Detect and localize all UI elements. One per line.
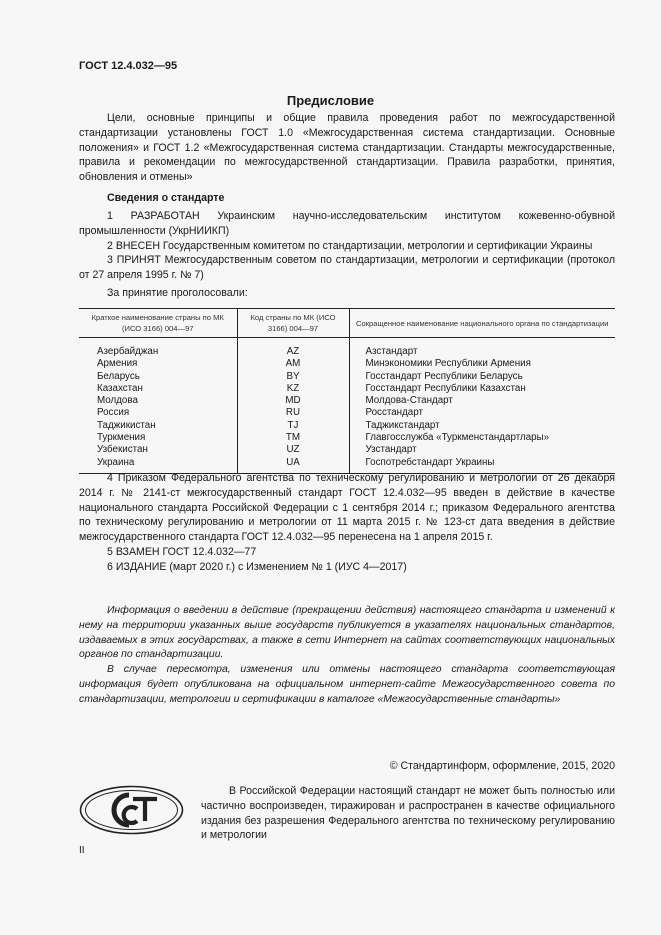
item-2: 2 ВНЕСЕН Государственным комитетом по стандартизации, метрологии и сертификации Украины bbox=[107, 239, 593, 252]
standard-info-heading: Сведения о стандарте bbox=[107, 192, 225, 204]
column-header-code: Код страны по МК (ИСО 3166) 004—97 bbox=[237, 309, 349, 338]
column-header-authority: Сокращенное наименование национального органа по стандартизации bbox=[349, 309, 615, 338]
publication-info-paragraph-2: В случае пересмотра, изменения или отмены настоящего стандарта соответствующая информация будет опубликована на официальном интернет-сайте Межгосударственного совета по стандартизации, метрологии и сертификации в каталоге «Межгосударственные стандарты» bbox=[79, 664, 615, 705]
code-cell: AZ bbox=[237, 338, 349, 359]
country-cell: Узбекистан bbox=[97, 444, 148, 456]
country-cell: Таджикистан bbox=[97, 419, 156, 431]
publication-info-paragraph-1: Информация о введении в действие (прекращении действия) настоящего стандарта и изменений к нему на территории указанных выше государств публикуется в указателях национальных стандартов, издаваемых в этих государствах, а также в сети Интернет на сайтах соответствующих национальных органов по стандартизации. bbox=[79, 605, 615, 661]
table-header-row bbox=[79, 309, 615, 338]
table-row bbox=[79, 432, 615, 444]
standard-info-items-continued bbox=[79, 471, 615, 575]
intro-paragraph bbox=[79, 111, 615, 185]
copyright-notice-text: В Российской Федерации настоящий стандарт не может быть полностью или частично воспроизведен, тиражирован и распространен в качестве официального издания без разрешения Федерального агентства по техническому регулированию и метрологии bbox=[201, 785, 615, 842]
authority-cell: Госстандарт Республики Казахстан bbox=[349, 383, 615, 395]
publication-info bbox=[79, 604, 615, 708]
copyright-notice bbox=[201, 784, 615, 843]
intro-text: Цели, основные принципы и общие правила проведения работ по межгосударственной стандартизации установлены ГОСТ 1.0 «Межгосударственная система стандартизации. Основные положения» и ГОСТ 1.2 «Межгосударственная система стандартизации. Стандарты межгосударственные, правила и рекомендации по межгосударственной стандартизации. Правила разработки, принятия, обновления и отмены» bbox=[79, 112, 615, 184]
country-cell: Украина bbox=[79, 457, 237, 474]
item-3: 3 ПРИНЯТ Межгосударственным советом по стандартизации, метрологии и сертификации (протокол от 27 апреля 1995 г. № 7) bbox=[79, 254, 615, 282]
code-cell: UA bbox=[237, 457, 349, 474]
code-cell: UZ bbox=[237, 444, 349, 456]
authority-cell: Таджикстандарт bbox=[349, 420, 615, 432]
country-cell: Россия bbox=[97, 407, 130, 419]
table-row bbox=[79, 395, 615, 407]
authority-cell: Минэкономики Республики Армения bbox=[349, 358, 615, 370]
country-cell: Туркмения bbox=[97, 432, 146, 444]
table-row bbox=[79, 371, 615, 383]
item-5: 5 ВЗАМЕН ГОСТ 12.4.032—77 bbox=[107, 545, 257, 558]
code-cell: KZ bbox=[237, 383, 349, 395]
member-states-table bbox=[79, 308, 615, 474]
code-cell: AM bbox=[237, 358, 349, 370]
page-title: Предисловие bbox=[286, 93, 375, 108]
code-cell: RU bbox=[237, 407, 349, 419]
item-6: 6 ИЗДАНИЕ (март 2020 г.) с Изменением № 1 (ИУС 4—2017) bbox=[107, 560, 407, 573]
code-cell: TJ bbox=[237, 420, 349, 432]
table-row bbox=[79, 420, 615, 432]
authority-cell: Росстандарт bbox=[349, 407, 615, 419]
gost-certification-logo bbox=[79, 785, 184, 835]
page-number: II bbox=[79, 845, 85, 856]
country-cell: Казахстан bbox=[97, 382, 143, 394]
authority-cell: Госпотребстандарт Украины bbox=[349, 457, 615, 474]
copyright-line: © Стандартинформ, оформление, 2015, 2020 bbox=[389, 760, 615, 772]
authority-cell: Молдова-Стандарт bbox=[349, 395, 615, 407]
code-cell: BY bbox=[237, 371, 349, 383]
table-row bbox=[79, 358, 615, 370]
column-header-country: Краткое наименование страны по МК (ИСО 3166) 004—97 bbox=[79, 309, 237, 338]
table-row bbox=[79, 407, 615, 419]
item-4: 4 Приказом Федерального агентства по техническому регулированию и метрологии от 26 декабря 2014 г. № 2141-ст межгосударственный стандарт ГОСТ 12.4.032—95 введен в действие в качестве национального стандарта Российской Федерации с 1 сентября 2014 г.; приказом Федерального агентства по техническому регулированию и метрологии от 11 марта 2015 г. № 123-ст дата введения в действие межгосударственного стандарта ГОСТ 12.4.032—95 перенесена на 1 апреля 2015 г. bbox=[79, 472, 615, 544]
country-cell: Армения bbox=[97, 358, 138, 370]
authority-cell: Госстандарт Республики Беларусь bbox=[349, 371, 615, 383]
code-cell: MD bbox=[237, 395, 349, 407]
standard-info-items bbox=[79, 209, 615, 283]
voted-label: За принятие проголосовали: bbox=[107, 287, 248, 299]
authority-cell: Главгосслужба «Туркменстандартлары» bbox=[349, 432, 615, 444]
authority-cell: Узстандарт bbox=[349, 444, 615, 456]
document-header: ГОСТ 12.4.032—95 bbox=[79, 60, 178, 72]
country-cell: Молдова bbox=[97, 395, 138, 407]
table-row bbox=[79, 444, 615, 456]
code-cell: TM bbox=[237, 432, 349, 444]
table-row bbox=[79, 338, 615, 359]
item-1: 1 РАЗРАБОТАН Украинским научно-исследовательским институтом кожевенно-обувной промышленности (УкрНИИКП) bbox=[79, 210, 615, 237]
table-row bbox=[79, 383, 615, 395]
authority-cell: Азстандарт bbox=[349, 338, 615, 359]
country-cell: Беларусь bbox=[97, 370, 140, 382]
country-cell: Азербайджан bbox=[97, 346, 159, 357]
